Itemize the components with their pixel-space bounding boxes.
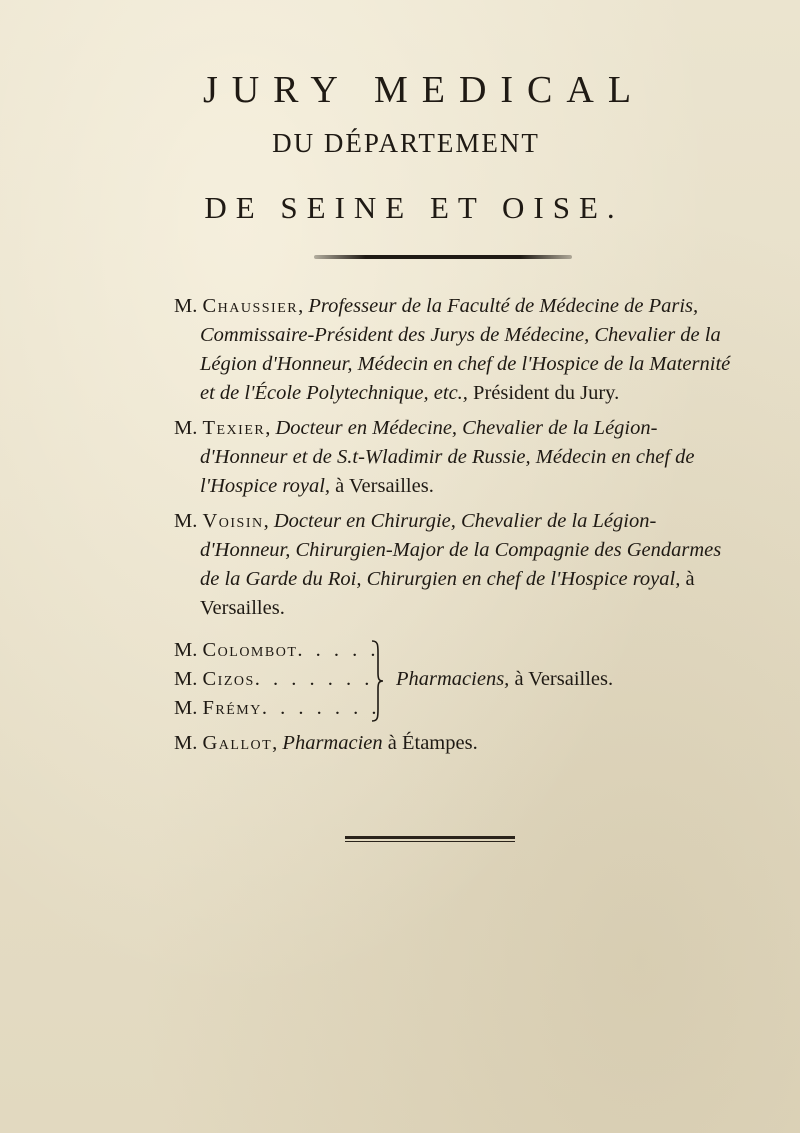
pharmacist-group-label bbox=[396, 665, 613, 694]
member-description: Professeur de la Faculté de Médecine de Paris, Commissaire-Président des Jurys de Médecine, Chevalier de la Légion d'Honneur, Médecin en chef de l'Hospice de la Maternité et de l'École Polytechnique, etc., bbox=[200, 295, 731, 404]
member-prefix: M. bbox=[174, 295, 198, 317]
member-separator: , bbox=[263, 510, 269, 532]
bottom-divider-rule bbox=[345, 836, 515, 842]
leader-dots: . . . . . bbox=[297, 639, 380, 661]
member-separator: , bbox=[272, 732, 278, 754]
member-separator: , bbox=[265, 417, 271, 439]
member-name: Gallot bbox=[202, 732, 273, 754]
member-entry-voisin bbox=[174, 507, 734, 623]
member-name: Texier bbox=[202, 417, 266, 439]
member-entry-chaussier bbox=[174, 292, 734, 408]
member-separator: , bbox=[298, 295, 304, 317]
member-prefix: M. bbox=[174, 510, 198, 532]
member-description: Docteur en Médecine, Chevalier de la Légion-d'Honneur et de S.t-Wladimir de Russie, Médecin en chef de l'Hospice royal, bbox=[200, 417, 695, 497]
pharmacist-row-cizos bbox=[174, 665, 373, 694]
member-location: à Étampes. bbox=[387, 732, 478, 754]
member-prefix: M. bbox=[174, 417, 198, 439]
pharmacist-row-fremy bbox=[174, 694, 380, 723]
pharmacist-title: Pharmaciens, bbox=[396, 668, 510, 690]
member-name: Cizos bbox=[202, 668, 255, 690]
member-entry-texier bbox=[174, 414, 734, 501]
member-prefix: M. bbox=[174, 697, 198, 719]
pharmacist-row-colombot bbox=[174, 636, 380, 665]
member-name: Frémy bbox=[202, 697, 262, 719]
member-prefix: M. bbox=[174, 732, 198, 754]
member-entry-gallot bbox=[174, 729, 734, 758]
title-du-departement: DU DÉPARTEMENT bbox=[272, 128, 540, 158]
pharmacist-location: à Versailles. bbox=[514, 668, 614, 690]
member-location: à Versailles. bbox=[335, 475, 434, 497]
leader-dots: . . . . . . . bbox=[261, 697, 381, 719]
member-name: Voisin bbox=[202, 510, 264, 532]
member-list bbox=[174, 292, 734, 629]
top-divider-rule bbox=[314, 255, 572, 259]
member-name: Colombot bbox=[202, 639, 298, 661]
curly-brace-icon bbox=[370, 639, 384, 723]
member-location: à Versailles. bbox=[200, 568, 695, 619]
member-description: Docteur en Chirurgie, Chevalier de la Légion-d'Honneur, Chirurgien-Major de la Compagnie des Gendarmes de la Garde du Roi, Chirurgien en chef de l'Hospice royal, bbox=[200, 510, 722, 590]
leader-dots: . . . . . . . bbox=[254, 668, 374, 690]
member-role-tail: Président du Jury. bbox=[473, 382, 620, 404]
member-prefix: M. bbox=[174, 639, 198, 661]
member-name: Chaussier bbox=[202, 295, 299, 317]
member-description: Pharmacien bbox=[282, 732, 383, 754]
title-seine-et-oise: DE SEINE ET OISE. bbox=[204, 190, 624, 225]
member-prefix: M. bbox=[174, 668, 198, 690]
title-jury-medical: JURY MEDICAL bbox=[202, 69, 646, 111]
